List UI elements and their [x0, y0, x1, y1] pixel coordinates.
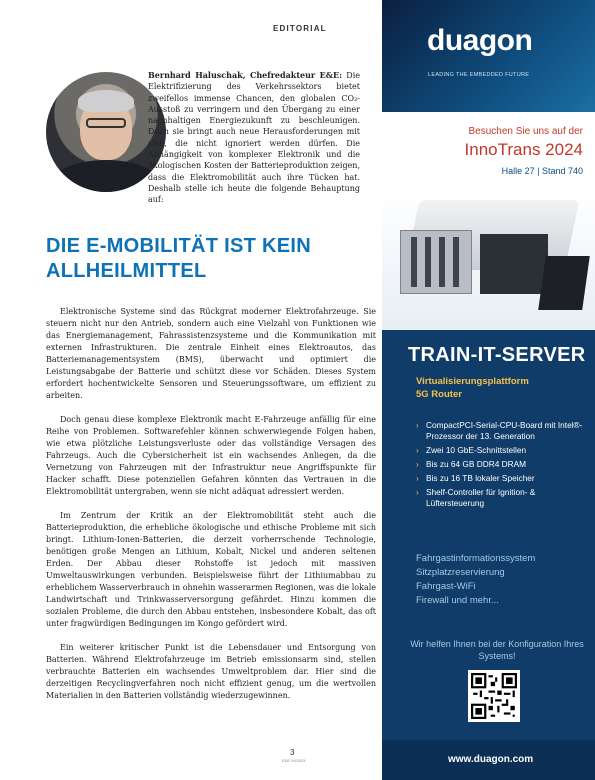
application-item: Fahrgastinformationssystem	[416, 553, 536, 564]
application-item: Fahrgast-WiFi	[416, 581, 476, 592]
intro-text	[148, 70, 360, 206]
advertisement[interactable]	[382, 0, 595, 780]
ad-header	[382, 0, 595, 112]
feature-item: › Shelf-Controller für Ignition- & Lüftersteuerung	[416, 487, 536, 508]
application-item: Firewall und mehr...	[416, 595, 499, 606]
ad-footer	[382, 740, 595, 780]
promo-line1: Besuchen Sie uns auf der	[468, 126, 583, 137]
ad-url-link[interactable]: www.duagon.com	[448, 754, 534, 765]
feature-list	[416, 420, 586, 512]
page-number: 3	[290, 748, 295, 757]
promo-line2: InnoTrans 2024	[464, 140, 583, 159]
feature-item: › Bis zu 16 TB lokaler Speicher	[416, 473, 535, 483]
ad-panel	[382, 330, 595, 740]
feature-item: › Zwei 10 GbE-Schnittstellen	[416, 445, 527, 455]
qr-code[interactable]	[468, 670, 520, 722]
qr-code-icon	[471, 673, 517, 719]
article-headline: DIE E-MOBILITÄT IST KEIN ALLHEILMITTEL	[46, 235, 311, 282]
duagon-logo: duagon	[427, 24, 533, 57]
chevron-right-icon: ›	[416, 474, 419, 483]
application-list	[416, 552, 586, 608]
application-item: Sitzplatzreservierung	[416, 567, 505, 578]
ad-subtitle: 5G Router	[416, 389, 462, 400]
body-paragraph: Ein weiterer kritischer Punkt ist die Lebensdauer und Entsorgung von Batterien. Während Elektrofahrzeuge im Betrieb emissionsarm sind, stellen verbrauchte Batterien ein wachsendes Umweltproblem dar. Hier sind die derzeitigen Recyclingverfahren noch nicht effizient genug, um die wertvollen Materialien in den Batterien vollständig wiederzugewinnen.	[46, 643, 376, 700]
chevron-right-icon: ›	[416, 488, 419, 497]
chevron-right-icon: ›	[416, 446, 419, 455]
server-unit-image	[480, 234, 548, 294]
section-label: EDITORIAL	[273, 24, 327, 33]
body-paragraph: Doch genau diese komplexe Elektronik macht E-Fahrzeuge anfällig für eine Reihe von Problemen. Softwarefehler können schwerwiegende Folgen haben, wie etwa plötzliche Leistungsverluste oder das vollständige Versagen des Fahrzeugs. Auch die Cybersicherheit ist ein wachsendes Anliegen, da die Vernetzung von Fahrzeugen mit der Infrastruktur neue Angriffspunkte für Hacker schafft. Diese potenziellen Gefahren könnten das Vertrauen in die Elektromobilität untergraben, wenn sie nicht adäquat adressiert werden.	[46, 415, 376, 496]
rack-server-image	[400, 230, 472, 294]
body-paragraph: Im Zentrum der Kritik an der Elektromobilität steht auch die Batterieproduktion, die erhebliche ökologische und ethische Probleme mit sich bringt. Lithium-Ionen-Batterien, die derzeit vorherrschende Technologie, benötigen große Mengen an Lithium, Kobalt, Nickel und anderen seltenen Erden. Der Abbau dieser Rohstoffe ist jedoch mit massiven Umweltauswirkungen verbunden. Beispielsweise führt der Lithiumabbau zu erheblichem Wasserverbrauch in ohnehin wasserarmen Regionen, was die lokale Landwirtschaft und Trinkwasserversorgung gefährdet. Hinzu kommen die sozialen Probleme, die durch den Abbau entstehen, insbesondere Kobalt, das oft unter fragwürdigen Bedingungen im Kongo gefördert wird.	[46, 511, 376, 628]
chevron-right-icon: ›	[416, 421, 419, 430]
ad-tagline: LEADING THE EMBEDDED FUTURE	[428, 72, 530, 78]
feature-item: › CompactPCI-Serial-CPU-Board mit Intel®-Prozessor der 13. Generation	[416, 420, 583, 441]
ad-title: TRAIN-IT-SERVER	[408, 344, 586, 366]
ad-subtitle: Virtualisierungsplattform	[416, 376, 529, 387]
product-image	[382, 190, 595, 330]
help-text: Wir helfen Ihnen bei der Konfiguration Ihres Systems!	[410, 639, 584, 661]
promo-line3: Halle 27 | Stand 740	[501, 166, 583, 176]
chevron-right-icon: ›	[416, 460, 419, 469]
ad-promo	[382, 112, 595, 190]
body-paragraph: Elektronische Systeme sind das Rückgrat moderner Elektrofahrzeuge. Sie steuern nicht nur den Antrieb, sondern auch eine Vielzahl von Funktionen wie das Energiemanagement, Fahrassistenzsysteme und die Kommunikation mit externen Infrastrukturen. Die zentrale Einheit eines Elektroautos, das Batteriemanagementsystem (BMS), überwacht und optimiert die Leistungsabgabe der Batterie und schützt diese vor Schäden. Dieses System erfordert hochentwickelte Sensoren und Steuerungssoftware, um effizient zu arbeiten.	[46, 307, 376, 400]
article-body	[46, 306, 376, 714]
page-sub: E&E 09/2024	[282, 758, 306, 763]
feature-item: › Bis zu 64 GB DDR4 DRAM	[416, 459, 527, 469]
server-unit-image	[538, 256, 590, 310]
intro-body: Die Elektrifizierung des Verkehrssektors bietet zweifellos immense Chancen, den globalen CO₂-Ausstoß zu verringern und den Übergang zu einer nachhaltigen Energiezukunft zu beschleunigen. Doch sie bringt auch neue Herausforderungen mit sich, die nicht ignoriert werden dürfen. Die Abhängigkeit von komplexer Elektronik und die ökologischen Kosten der Batterieproduktion zeigen, dass die Elektromobilität auch ihre Tücken hat. Deshalb stelle ich heute die folgende Behauptung auf:	[148, 71, 361, 205]
author-name: Bernhard Haluschak, Chefredakteur E&E:	[148, 70, 343, 80]
